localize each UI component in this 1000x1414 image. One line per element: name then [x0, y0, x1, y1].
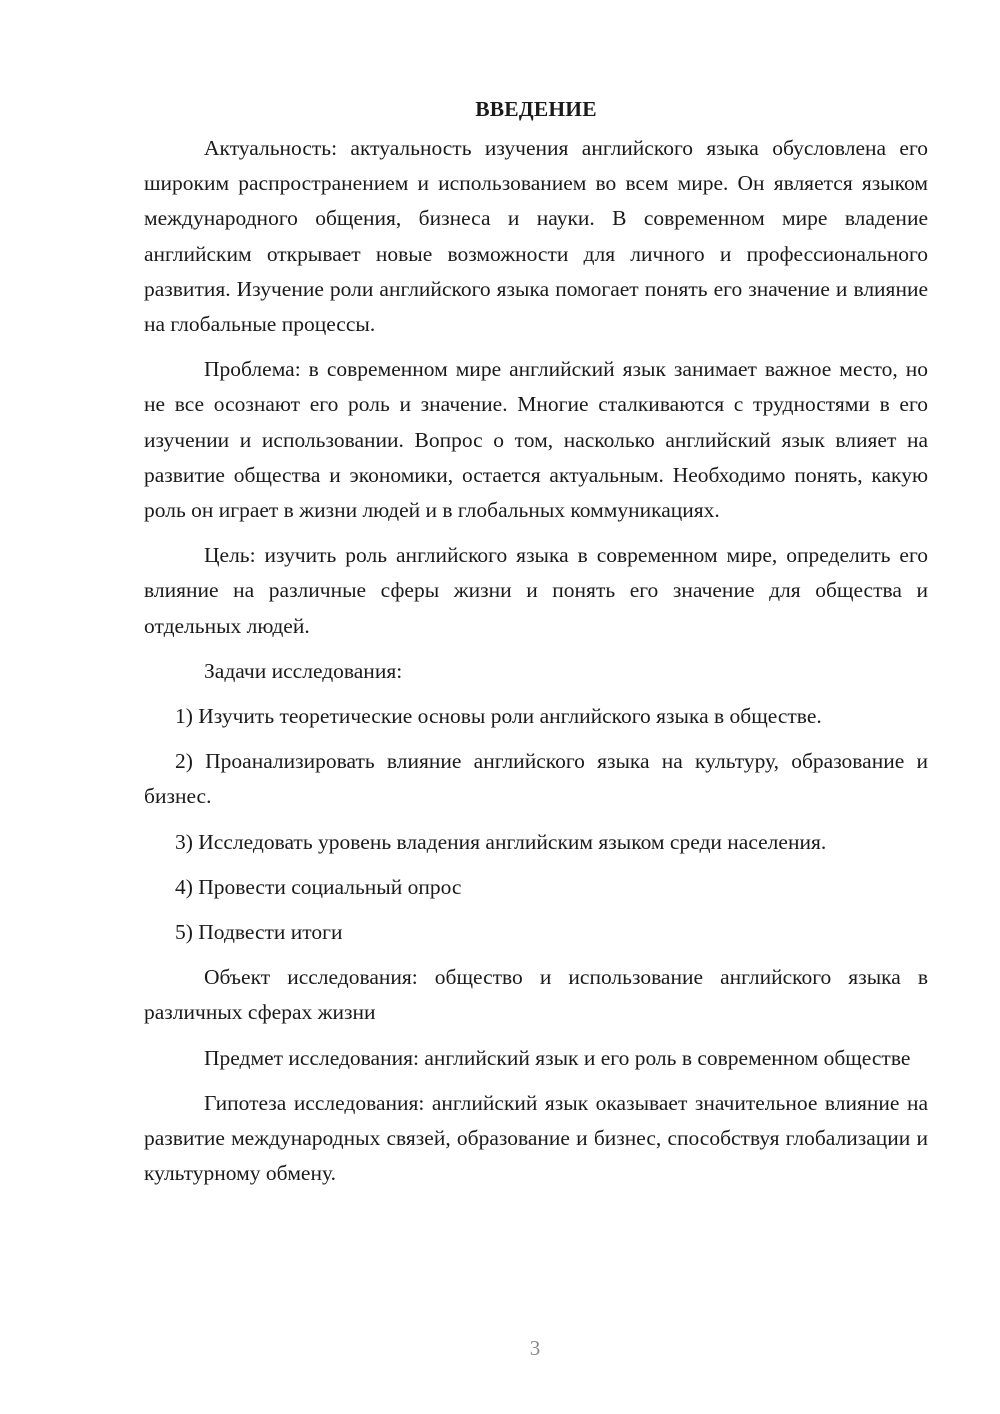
paragraph-hypothesis: Гипотеза исследования: английский язык оказывает значительное влияние на развитие международных связей, образование и бизнес, способствуя глобализации и культурному обмену.	[144, 1090, 928, 1186]
task-item-3: 3) Исследовать уровень владения английским языком среди населения.	[175, 829, 827, 854]
task-item-4: 4) Провести социальный опрос	[175, 874, 462, 899]
section-title: ВВЕДЕНИЕ	[475, 97, 597, 121]
paragraph-object: Объект исследования: общество и использование английского языка в различных сферах жизни	[144, 965, 928, 1025]
paragraph-tasks-heading: Задачи исследования:	[204, 658, 403, 683]
task-item-2: 2) Проанализировать влияние английского языка на культуру, образование и бизнес.	[144, 749, 928, 809]
task-item-5: 5) Подвести итоги	[175, 920, 343, 945]
paragraph-goal: Цель: изучить роль английского языка в современном мире, определить его влияние на различные сферы жизни и понять его значение для общества и отдельных людей.	[144, 543, 928, 638]
page-number: 3	[529, 1336, 541, 1360]
paragraph-problem: Проблема: в современном мире английский язык занимает важное место, но не все осознают его роль и значение. Многие сталкиваются с трудностями в его изучении и использовании. Вопрос о том, насколько английский язык влияет на развитие общества и экономики, остается актуальным. Необходимо понять, какую роль он играет в жизни людей и в глобальных коммуникациях.	[144, 357, 928, 523]
document-page	[144, 92, 928, 1201]
paragraph-relevance: Актуальность: актуальность изучения английского языка обусловлена его широким распространением и использованием во всем мире. Он является языком международного общения, бизнеса и науки. В современном мире владение английским открывает новые возможности для личного и профессионального развития. Изучение роли английского языка помогает понять его значение и влияние на глобальные процессы.	[144, 136, 928, 337]
task-item-1: 1) Изучить теоретические основы роли английского языка в обществе.	[175, 704, 822, 729]
paragraph-subject: Предмет исследования: английский язык и его роль в современном обществе	[204, 1045, 911, 1070]
